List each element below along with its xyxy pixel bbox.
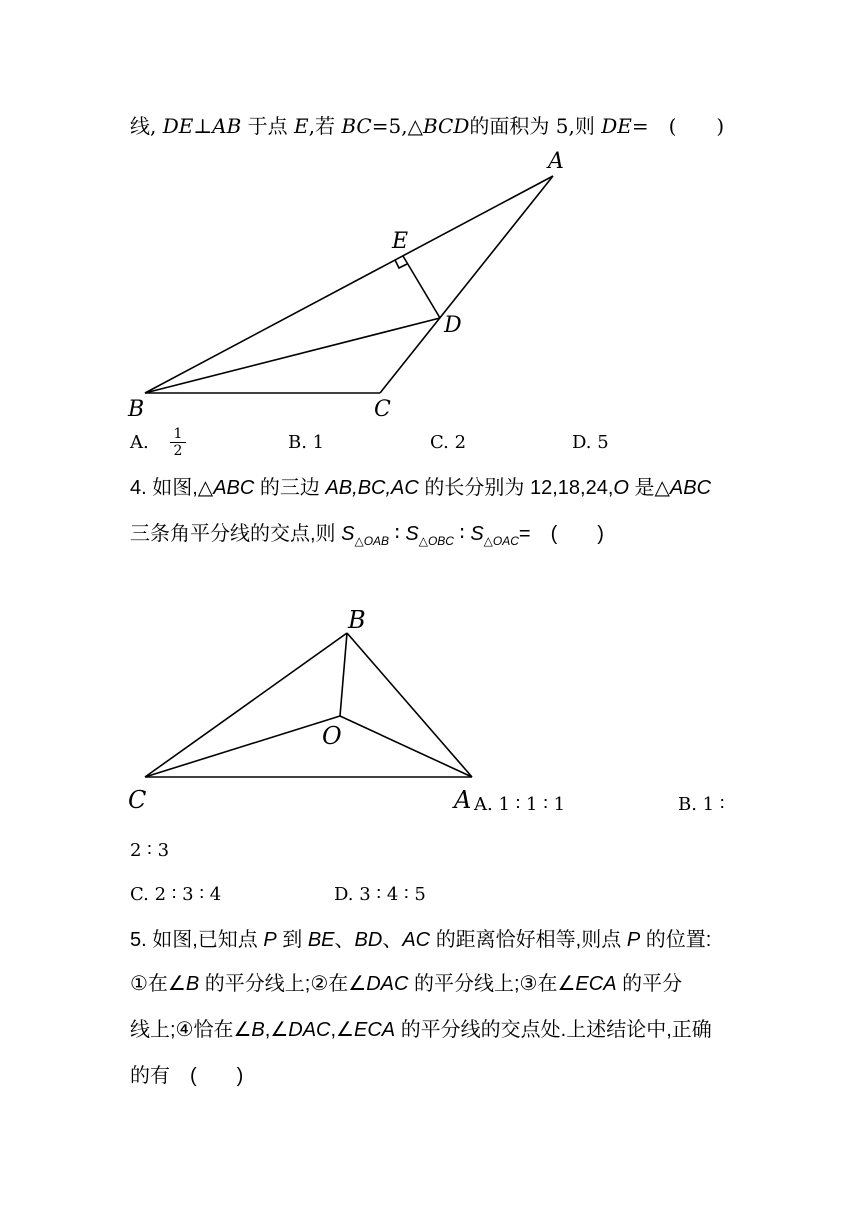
text: , <box>385 477 392 499</box>
text: 的距离恰好相等,则点 <box>435 929 622 951</box>
q4-option-b-part2: 2 ∶ 3 <box>130 840 170 861</box>
label-a: A <box>454 786 472 814</box>
q4-option-c: C. 2 ∶ 3 ∶ 4 <box>130 884 222 905</box>
text: 到 <box>282 929 303 951</box>
text: B <box>251 1019 265 1041</box>
text: BC <box>357 477 386 499</box>
text: DAC <box>366 973 409 995</box>
text: 如图,已知点 <box>152 929 258 951</box>
q3-option-a-fraction <box>170 426 186 459</box>
text: 于点 <box>247 114 288 138</box>
text: ①在∠ <box>130 973 186 995</box>
q3-option-a <box>130 432 149 453</box>
text: O <box>613 477 629 499</box>
label-c: C <box>128 786 147 814</box>
text: 的面积为 5,则 <box>469 114 595 138</box>
q5-stem-line2 <box>130 970 682 998</box>
perp-symbol: ⊥ <box>193 114 213 138</box>
q4-option-a: A. 1 ∶ 1 ∶ 1 <box>474 794 566 815</box>
segment-de <box>403 256 440 318</box>
text: =5,△ <box>371 114 423 138</box>
text: 线上;④恰在∠ <box>130 1019 252 1041</box>
text: P <box>626 929 641 951</box>
segment-ob <box>340 633 347 716</box>
denominator: 2 <box>173 443 183 459</box>
segment-ac <box>380 176 553 393</box>
text: 是△ <box>634 477 670 499</box>
segment-cb <box>145 633 347 777</box>
q4-triangle-figure <box>0 590 860 820</box>
text: E <box>294 114 309 138</box>
question-number: 5. <box>130 929 147 951</box>
q4-stem-line2 <box>130 520 604 555</box>
subscript: △OBC <box>418 534 454 548</box>
q4-option-d: D. 3 ∶ 4 ∶ 5 <box>334 884 426 905</box>
text: ECA <box>575 973 617 995</box>
q3-option-c: C. 2 <box>430 432 467 453</box>
label-b: B <box>128 397 145 422</box>
text: AB <box>212 114 242 138</box>
segment-bd <box>145 318 440 393</box>
text: 线, <box>130 114 157 138</box>
text: 三条角平分线的交点,则 <box>130 523 336 545</box>
segment-ba <box>347 633 472 777</box>
text: AC <box>402 929 431 951</box>
label-c: C <box>374 397 391 422</box>
text: ,若 <box>308 114 335 138</box>
text: BC <box>341 114 372 138</box>
label-b: B <box>348 606 366 634</box>
text: 的三边 <box>259 477 320 499</box>
q3-option-b: B. 1 <box>288 432 325 453</box>
text: 的位置: <box>645 929 712 951</box>
ratio-sep: ∶ <box>394 523 400 545</box>
q3-option-d: D. 5 <box>572 432 609 453</box>
label-a: A <box>548 149 564 174</box>
answer-blank: = ( ) <box>518 523 604 545</box>
text: ,∠ <box>330 1019 354 1041</box>
text: 的平分线的交点处.上述结论中,正确 <box>400 1019 712 1041</box>
label-e: E <box>392 229 409 254</box>
answer-blank: = ( ) <box>631 114 725 138</box>
ratio-sep: ∶ <box>459 523 465 545</box>
text: BE <box>307 929 335 951</box>
text: DE <box>601 114 632 138</box>
question-number: 4. <box>130 477 147 499</box>
segment-co <box>145 716 340 777</box>
text: 的平分线上;②在∠ <box>204 973 367 995</box>
text: BD <box>354 929 383 951</box>
q3-triangle-figure <box>0 0 860 440</box>
text: 如图,△ <box>152 477 214 499</box>
text: 的长分别为 12,18,24, <box>424 477 614 499</box>
option-label: A. <box>130 432 149 453</box>
text: 、 <box>334 929 355 951</box>
text: S <box>341 523 355 545</box>
text: ABC <box>213 477 255 499</box>
text: 的平分线上;③在∠ <box>413 973 576 995</box>
segment-oa <box>340 716 472 777</box>
numerator: 1 <box>170 426 186 443</box>
text: ABC <box>669 477 712 499</box>
text: ECA <box>354 1019 396 1041</box>
text: AC <box>391 477 419 499</box>
text: AB <box>325 477 353 499</box>
text: 的平分 <box>622 973 683 995</box>
q4-option-b-part1: B. 1 ∶ <box>678 794 725 815</box>
subscript: △OAC <box>483 534 519 548</box>
text: S <box>405 523 419 545</box>
label-d: D <box>444 313 462 338</box>
text: BCD <box>422 114 470 138</box>
q4-stem-line1 <box>130 474 711 502</box>
text: ,∠ <box>264 1019 289 1041</box>
text: S <box>470 523 484 545</box>
text: DAC <box>288 1019 331 1041</box>
text: 、 <box>382 929 403 951</box>
text: 的有 ( ) <box>130 1065 244 1087</box>
q5-stem-line1 <box>130 926 711 954</box>
q5-stem-line4 <box>130 1062 243 1090</box>
subscript: △OAB <box>354 534 390 548</box>
text: DE <box>162 114 194 138</box>
text: P <box>263 929 277 951</box>
text: B <box>185 973 200 995</box>
segment-ab <box>145 176 553 393</box>
label-o: O <box>322 722 342 750</box>
q5-stem-line3 <box>130 1016 712 1044</box>
text: , <box>352 477 358 499</box>
